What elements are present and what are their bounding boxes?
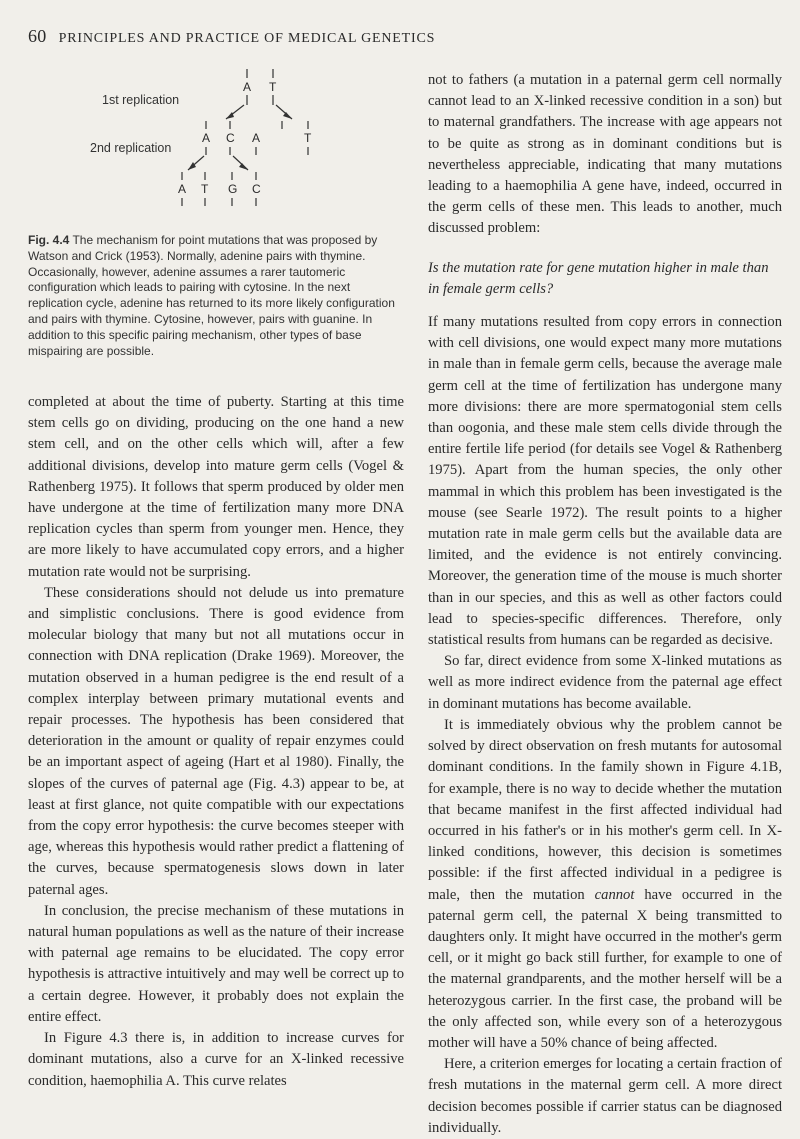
base: A <box>202 131 211 145</box>
paragraph: These considerations should not delude us into premature and simplistic conclusions. There is good evidence from molecular biology that many but not all mutations occur in connection with DNA replication (Drake 1969). Moreover, the mutation observed in a human pedigree is the end result of a complex interplay between primary mutational events and repair processes. The hypothesis has been considered that deterioration in the amount or quality of repair enzymes could be an important aspect of ageing (Hart et al 1980). Finally, the slopes of the curves of paternal age (Fig. 4.3) appear to be, at least at first glance, not quite compatible with our expectations from the copy error hypothesis: the curve becomes steeper with age, whereas this hypothesis would rather predict a flattening of the curves, because spermatogenesis slows down in later paternal ages. <box>28 584 404 898</box>
base: T <box>304 131 312 145</box>
caption-text: The mechanism for point mutations that was proposed by Watson and Crick (1953). Normally, adenine pairs with thymine. Occasionally, however, adenine assumes a rarer tautomeric configuration which leads to pairing with cytosine. In the next replication cycle, adenine has returned to its more likely configuration and pairs with thymine. Cytosine, however, pairs with guanine. In addition to this specific pairing mechanism, other types of base mispairing are possible. <box>28 233 395 358</box>
label-2nd-replication: 2nd replication <box>90 141 172 155</box>
base: T <box>201 182 209 196</box>
running-title: PRINCIPLES AND PRACTICE OF MEDICAL GENETICS <box>58 31 436 46</box>
paragraph <box>428 715 782 1054</box>
running-header <box>28 26 435 47</box>
paragraph: Here, a criterion emerges for locating a certain fraction of fresh mutations in the maternal germ cell. A more direct decision becomes possible if carrier status can be diagnosed individually. <box>428 1056 782 1136</box>
right-column <box>428 70 782 1139</box>
paragraph: So far, direct evidence from some X-linked mutations as well as more indirect evidence from the paternal age effect in dominant mutations has become available. <box>428 653 782 712</box>
section-subheading: Is the mutation rate for gene mutation higher in male than in female germ cells? <box>428 259 769 297</box>
base: A <box>243 80 252 94</box>
paragraph: In conclusion, the precise mechanism of these mutations in natural human populations as well as the nature of their increase with paternal age remains to be elucidated. The copy error hypothesis is attractive intuitively and may well be correct up to a certain degree. However, it probably does not explain the entire effect. <box>28 902 404 1025</box>
paragraph-text: It is immediately obvious why the problem cannot be solved by direct observation on fresh mutants for autosomal dominant conditions. In the family shown in Figure 4.1B, for example, there is no way to decide whether the mutation that became manifest in the first affected individual had occurred in his father's or in his mother's germ cell. In X-linked conditions, however, this decision is sometimes possible: if the first affected individual in a pedigree is male, then the mutation <box>428 716 782 903</box>
paragraph: In Figure 4.3 there is, in addition to increase curves for dominant mutations, also a curve for an X-linked recessive condition, haemophilia A. This curve relates <box>28 1030 404 1089</box>
paragraph: completed at about the time of puberty. Starting at this time stem cells go on dividing, producing on the one hand a new stem cell, and on the other cells which will, after a few additional divisions, develop into mature germ cells (Vogel & Rathenberg 1975). It follows that sperm produced by older men have undergone at the time of fertilization many more DNA replication cycles than sperm from younger men. Hence, they are more likely to have accumulated copy errors, and a higher mutation rate would not be surprising. <box>28 394 404 580</box>
base: C <box>252 182 261 196</box>
base: A <box>178 182 187 196</box>
paragraph: If many mutations resulted from copy errors in connection with cell divisions, one would expect many more mutations in male than in female germ cells, because the average male germ cell at the time of fertilization has undergone many more divisions: there are more spermatogonial stem cells than oogonia, and these male stem cells divide through the entire fertile life period (for details see Vogel & Rathenberg 1975). Apart from the human species, the only other mammal in which this problem has been investigated is the mouse (see Searle 1972). The result points to a higher mutation rate in male germ cells but the available data are limited, and the evidence is not entirely convincing. Moreover, the generation time of the mouse is much shorter than in our species, and this as well as other factors could lead to species-specific differences. Therefore, only statistical results from humans can be regarded as decisive. <box>428 314 782 649</box>
emphasis: cannot <box>594 886 635 903</box>
figure-caption <box>28 233 398 359</box>
base: C <box>226 131 235 145</box>
figure-4-4-diagram <box>90 65 330 215</box>
label-1st-replication: 1st replication <box>102 93 180 107</box>
paragraph: not to fathers (a mutation in a paternal germ cell normally cannot lead to an X-linked recessive condition in a son) but to maternal grandfathers. The increase with age appears not to be quite as strong as in dominant conditions but is nevertheless appreciable, indicating that many mutations leading to a haemophilia A gene have, indeed, occurred in the germ cells of these men. This leads to another, much discussed problem: <box>428 72 782 237</box>
left-column <box>28 392 404 1092</box>
paragraph-text: have occurred in the paternal germ cell, the paternal X being transmitted to daughters only. It might have occurred in the mother's germ cell, or it might go back still further, for example to one of the maternal grandparents, and the mother herself will be a heterozygous carrier. In the first case, the proband will be the only affected son, while every son of a heterozygous mother will have a 50% chance of being affected. <box>428 886 782 1051</box>
base: T <box>269 80 277 94</box>
page-number: 60 <box>28 26 47 46</box>
caption-label: Fig. 4.4 <box>28 233 70 247</box>
base: A <box>252 131 261 145</box>
base: G <box>228 182 238 196</box>
